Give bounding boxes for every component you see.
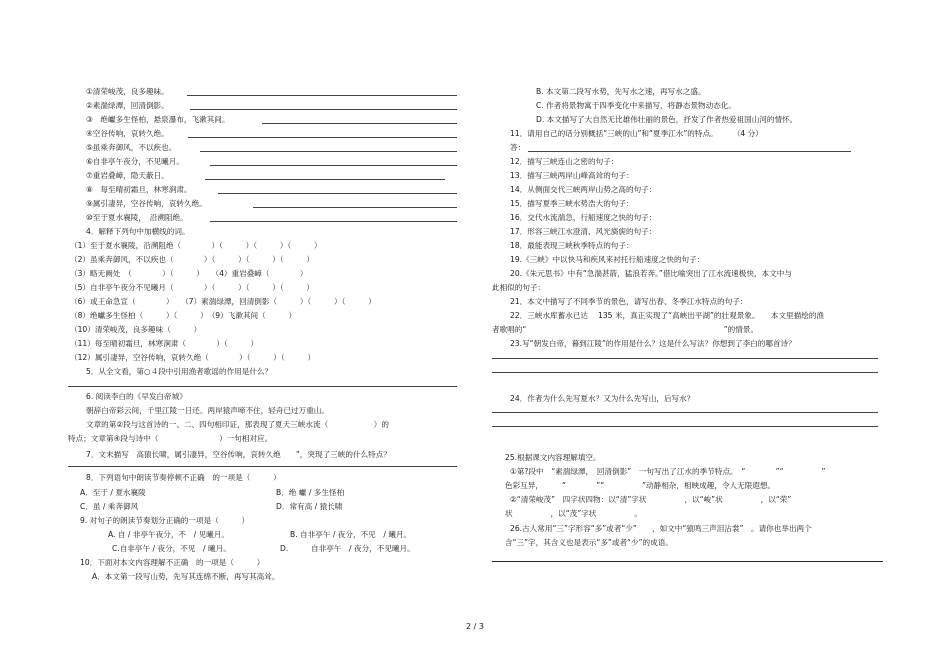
- def-item-1: （1）至于夏水襄陵，沿溯阻绝（ ）（ ）（ ）（ ）: [70, 241, 322, 250]
- question-16: 16．交代水流湍急，行船速度之快的句子：: [510, 213, 657, 222]
- translate-item-4: ④空谷传响，哀转久绝。: [86, 129, 169, 138]
- page-number: 2 / 3: [466, 622, 484, 631]
- translate-item-5: ⑤虽乘奔御风，不以疾也。: [86, 143, 177, 152]
- question-6-line-1: 文章的第②段与这首诗的一、二、四句相印证，那表现了夏天三峡水流（ ）的: [86, 420, 389, 429]
- question-4: 4．解释下列句中加横线的词。: [86, 227, 190, 236]
- answer-line: [253, 207, 457, 208]
- translate-item-1: ①清荣峻茂，良多趣味。: [86, 87, 169, 96]
- question-21: 21．本文中描写了不同季节的景色，请写出春、冬季江水特点的句子：: [510, 297, 748, 306]
- answer-line: [492, 358, 878, 359]
- answer-line: [492, 372, 878, 373]
- answer-line: [200, 151, 457, 152]
- question-15: 15．描写夏季三峡水势浩大的句子：: [510, 199, 634, 208]
- question-25-1-line-2: 色彩互异， “ ”“ ”动静相杂，相映成趣，令人无限遐想。: [505, 481, 776, 490]
- question-23: 23.写“朝发白帝，暮到江陵”的作用是什么？这是什么写法？你想到了李白的哪首诗？: [510, 339, 796, 348]
- question-10-option-d: D. 本文描写了大自然无比雄伟壮丽的景色，抒发了作者热爱祖国山河的情怀。: [536, 115, 798, 124]
- question-8-option-a: A．至于 / 夏水襄陵: [80, 488, 146, 497]
- question-25-1-line-1: ①第?段中 “素湍绿潭， 回清倒影” 一句写出了江水的季节特点。 “ ”“ ”: [510, 467, 826, 476]
- question-8-option-c: C．虽 / 乘奔御风: [80, 502, 139, 511]
- answer-line: [187, 95, 457, 96]
- def-item-5: （5）自非亭午夜分不见曦月（ ）（ ）（ ）（ ）: [70, 283, 315, 292]
- answer-line: [68, 466, 457, 467]
- question-22-line-2: 者歌唱的“ ”的情景。: [492, 325, 759, 334]
- translate-item-2: ②素湍绿潭，回清倒影。: [86, 101, 169, 110]
- question-26-line-2: 含“三”字，其含义也是表示“多”或者“少”的成语。: [505, 538, 673, 547]
- question-9-option-d: D. 自非亭午 / 夜分，不见曦月。: [280, 544, 415, 553]
- answer-line: [210, 165, 457, 166]
- def-item-2: （2）虽乘奔御风，不以疾也（ ）（ ）（ ）（ ）: [70, 255, 315, 264]
- question-7: 7．文末描写 高猿长啸，属引凄异，空谷传响，哀转久绝 ”，突现了三峡的什么特点？: [86, 450, 391, 459]
- answer-line: [492, 426, 878, 427]
- answer-line: [205, 179, 445, 180]
- question-13: 13．描写三峡两岸山峰高耸的句子：: [510, 171, 634, 180]
- question-9: 9. 对句子的朗读节奏划分正确的一项是（ ）: [80, 516, 250, 525]
- def-item-6: （6）或王命急宣（ ） （7）素湍绿潭，回清倒影（ ）（ ）（ ）: [70, 297, 376, 306]
- def-item-12: （12）属引凄异，空谷传响，哀转久绝（ ）（ ）（ ）: [70, 353, 316, 362]
- question-24: 24．作者为什么先写夏水？又为什么先写山，后写水？: [510, 394, 695, 403]
- question-20-line-2: 此相似的句子：: [492, 283, 546, 292]
- question-12: 12．描写三峡连山之密的句子：: [510, 157, 619, 166]
- answer-line: [492, 412, 878, 413]
- question-8-option-b: B．绝 巘 / 多生怪柏: [276, 488, 345, 497]
- question-10-option-c: C. 作者将景物寓于四季变化中来描写，将静态景物动态化。: [536, 101, 736, 110]
- question-11: 11．请用自己的话分别概括“三峡的山”和“夏季江水”的特点。 （4 分）: [510, 129, 763, 138]
- question-6-poem: 朝辞白帝彩云间，千里江陵一日还。两岸猿声啼不住，轻舟已过万重山。: [86, 406, 329, 415]
- answer-line: [262, 123, 457, 124]
- answer-line: [210, 221, 457, 222]
- question-8: 8．下列语句中朗读节奏停顿不正确 的一项是（ ）: [86, 473, 281, 482]
- translate-item-3: ③ 绝巘多生怪柏，悬泉瀑布，飞漱其间。: [86, 115, 230, 124]
- question-9-option-a: A. 自 / 非亭午夜分，不 / 见曦月。: [108, 530, 229, 539]
- question-6-title: 6. 阅读李白的《早发白帝城》: [86, 392, 187, 401]
- answer-line: [528, 151, 851, 152]
- question-22-line-1: 22．三峡水库蓄水已达 135 米，真正实现了“高峡出平湖”的壮观景象。 本文里描绘的渔: [510, 311, 825, 320]
- answer-line: [68, 386, 457, 387]
- question-25: 25.根据课文内容理解填空。: [505, 453, 601, 462]
- translate-item-10: ⑩至于夏水襄陵， 沿溯阻绝。: [86, 213, 188, 222]
- question-18: 18．最能表现三峡秋季特点的句子：: [510, 241, 634, 250]
- question-25-2-line-1: ②“清荣峻茂” 四字状四物：以“清”字状 ，以“峻”状 ，以“荣”: [510, 495, 792, 504]
- translate-item-7: ⑦重岩叠嶂，隐天蔽日。: [86, 171, 169, 180]
- answer-line: [190, 109, 457, 110]
- def-item-8: （8）绝巘多生怪柏（ ）（ ） （9）飞漱其间（ ）: [70, 311, 297, 320]
- translate-item-6: ⑥自非亭午夜分，不见曦月。: [86, 157, 184, 166]
- question-20-line-1: 20.《朱元思书》中有“急湍甚箭，猛浪若奔。”借比喻突出了江水流速极快，本文中与: [510, 269, 792, 278]
- answer-line: [218, 193, 457, 194]
- translate-item-8: ⑧ 每至晴初霜旦，林寒涧肃。: [86, 185, 192, 194]
- question-5: 5．从全文看，第○４段中引用渔者歌谣的作用是什么？: [86, 367, 273, 376]
- answer-line: [188, 137, 457, 138]
- question-11-answer-label: 答：: [510, 143, 526, 152]
- section-divider: [492, 561, 883, 562]
- question-14: 14．从侧面交代三峡两岸山势之高的句子：: [510, 185, 657, 194]
- question-8-option-d: D．常有高 / 猿长啸: [276, 502, 343, 511]
- question-26-line-1: 26.古人常用“三”字形容“多”或者“少” ，如文中“猿鸣三声泪沾裳” 。请你也举出两个: [510, 524, 812, 533]
- question-10-option-b: B. 本文第二段写水势，先写水之速，再写水之盛。: [536, 87, 706, 96]
- def-item-11: （11）每至晴初霜旦，林寒涧肃（ ）（ ）: [70, 339, 259, 348]
- question-17: 17．形容三峡江水澄清、风光旖旎的句子：: [510, 227, 657, 236]
- translate-item-9: ⑨属引凄异，空谷传响，哀转久绝。: [86, 199, 207, 208]
- question-10-option-a: A．本文第一段写山势，先写其连绵不断，再写其高耸。: [92, 572, 280, 581]
- question-10: 10．下面对本文内容理解不正确 的一项是（ ）: [80, 558, 265, 567]
- question-6-line-2: 特点；文章第④段与诗中（ ）一句相对应。: [68, 434, 273, 443]
- question-25-2-line-2: 状 ，以“茂”字状 。: [505, 509, 642, 518]
- def-item-3: （3）略无阙处 （ ）（ ） （4）重岩叠嶂（ ）: [70, 269, 308, 278]
- question-9-option-b: B. 自非亭午 / 夜分，不见 / 曦月。: [290, 530, 412, 539]
- def-item-10: （10）清荣峻茂，良多趣味（ ）: [70, 325, 202, 334]
- question-9-option-c: C.自非亭午 / 夜分，不见 / 曦月。: [112, 544, 231, 553]
- question-19: 19.《三峡》中以快马和疾风来衬托行船速度之快的句子：: [510, 255, 705, 264]
